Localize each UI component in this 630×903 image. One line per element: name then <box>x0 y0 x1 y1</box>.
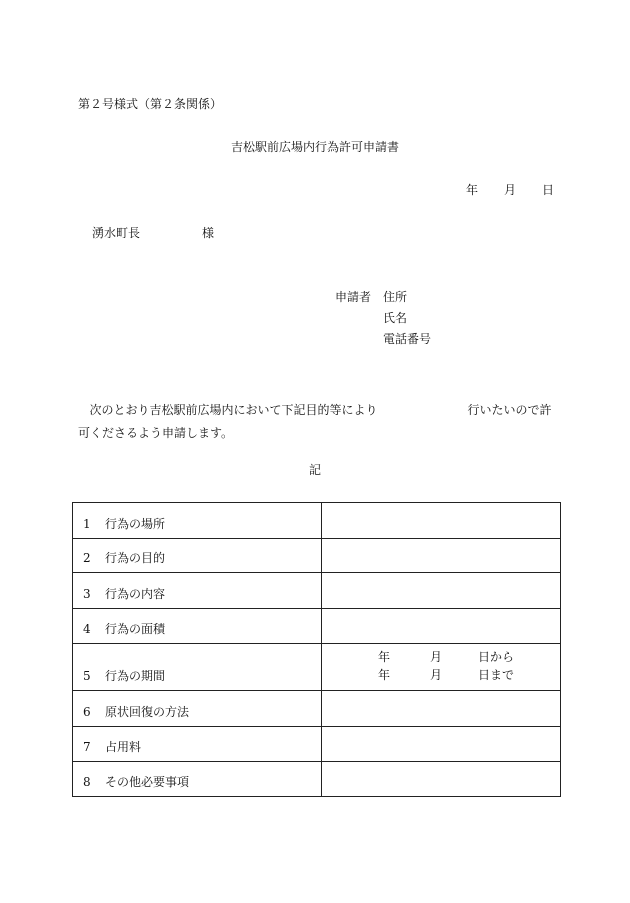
item-number: 5 <box>83 669 91 683</box>
item-value-cell[interactable] <box>322 539 561 573</box>
period-from-day: 日から <box>478 650 515 664</box>
item-number: 6 <box>83 705 91 719</box>
table-row <box>73 539 561 573</box>
item-label: 行為の面積 <box>105 622 166 636</box>
item-value-cell[interactable] <box>322 691 561 727</box>
period-fields <box>322 644 560 690</box>
item-label: 行為の期間 <box>105 669 166 683</box>
period-to-month: 月 <box>430 668 443 682</box>
item-label: その他必要事項 <box>105 775 190 789</box>
applicant-phone-row <box>335 333 431 354</box>
phone-label: 電話番号 <box>383 332 432 346</box>
period-from-year: 年 <box>378 650 391 664</box>
item-label: 占用料 <box>105 740 142 754</box>
table-row <box>73 691 561 727</box>
item-label-cell <box>73 503 322 539</box>
item-label-cell <box>73 644 322 691</box>
item-number: 2 <box>83 551 91 565</box>
date-year: 年 <box>466 183 479 197</box>
applicant-role: 申請者 <box>335 290 372 304</box>
item-label: 行為の内容 <box>105 587 166 601</box>
table-row <box>73 573 561 609</box>
item-label-cell <box>73 609 322 644</box>
table-row <box>73 503 561 539</box>
item-value-cell[interactable] <box>322 503 561 539</box>
item-value-cell[interactable] <box>322 573 561 609</box>
period-to-year: 年 <box>378 668 391 682</box>
item-number: 8 <box>83 775 91 789</box>
table-row <box>73 762 561 797</box>
item-label: 原状回復の方法 <box>105 705 190 719</box>
item-label-cell <box>73 727 322 762</box>
addressee-honorific: 様 <box>202 226 215 240</box>
item-value-cell[interactable] <box>322 609 561 644</box>
addressee-name: 湧水町長 <box>92 226 141 240</box>
date-line <box>466 184 554 196</box>
item-value-cell[interactable] <box>322 727 561 762</box>
form-number: 第２号様式（第２条関係） <box>78 97 223 111</box>
item-label: 行為の目的 <box>105 551 166 565</box>
item-value-cell[interactable] <box>322 762 561 797</box>
item-number: 3 <box>83 587 91 601</box>
item-label: 行為の場所 <box>105 517 166 531</box>
item-number: 1 <box>83 517 91 531</box>
date-day: 日 <box>542 183 555 197</box>
document-title: 吉松駅前広場内行為許可申請書 <box>230 140 399 154</box>
ki-heading: 記 <box>308 463 321 477</box>
period-from <box>378 648 560 666</box>
period-to-day: 日まで <box>478 668 515 682</box>
item-number: 4 <box>83 622 91 636</box>
applicant-block <box>335 291 431 354</box>
items-table <box>72 502 561 797</box>
item-label-cell <box>73 691 322 727</box>
table-row <box>73 644 561 691</box>
date-month: 月 <box>504 183 517 197</box>
table-row <box>73 727 561 762</box>
applicant-name-row <box>335 312 431 333</box>
period-from-month: 月 <box>430 650 443 664</box>
body-text-part1: 次のとおり吉松駅前広場内において下記目的等により <box>89 403 378 417</box>
body-text-part2: 行いたいので許可くださるよう申請します。 <box>78 403 552 440</box>
address-label: 住所 <box>383 290 408 304</box>
item-value-cell[interactable] <box>322 644 561 691</box>
period-to <box>378 666 560 684</box>
item-number: 7 <box>83 740 91 754</box>
item-label-cell <box>73 762 322 797</box>
applicant-address-row <box>335 291 431 312</box>
item-label-cell <box>73 573 322 609</box>
addressee <box>92 227 214 239</box>
name-label: 氏名 <box>383 311 408 325</box>
table-row <box>73 609 561 644</box>
item-label-cell <box>73 539 322 573</box>
body-text <box>78 399 558 445</box>
